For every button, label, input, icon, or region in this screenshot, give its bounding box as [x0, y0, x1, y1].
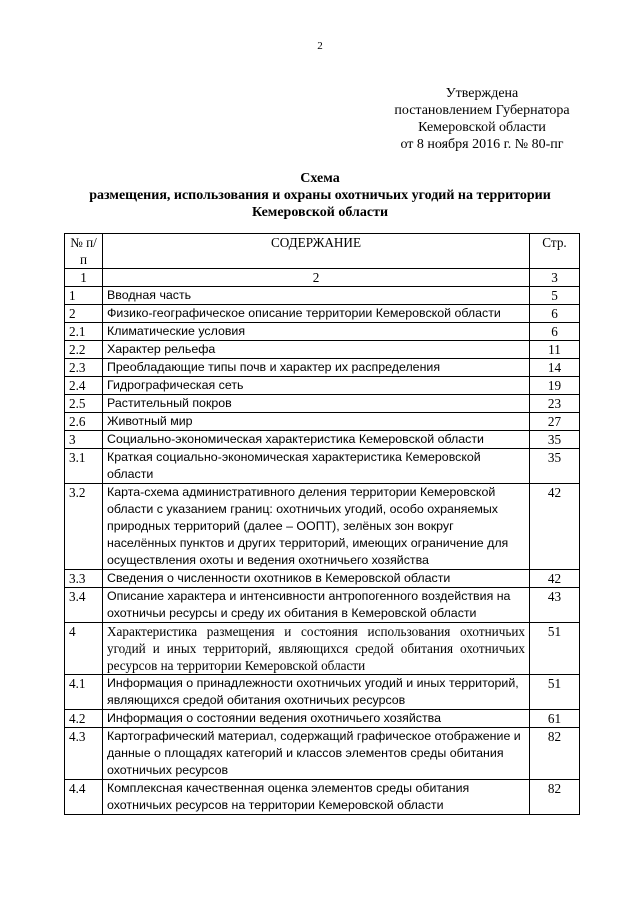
table-row	[65, 728, 580, 780]
page-number: 2	[317, 40, 323, 52]
row-title: Растительный покров	[103, 395, 530, 413]
row-title: Карта-схема административного деления территории Кемеровской области с указанием границ: охотничьих угодий, особо охраняемых природных территорий (далее – ООПТ), зелёных зон вокруг населённых пунктов и других территорий, имеющих ограничение для осуществления охоты и ведения охотничьего хозяйства	[103, 484, 530, 570]
title-line: Схема	[300, 171, 340, 186]
table-row	[65, 484, 580, 570]
row-page: 19	[530, 377, 580, 395]
row-page: 6	[530, 323, 580, 341]
row-title: Описание характера и интенсивности антропогенного воздействия на охотничьи ресурсы и среду их обитания в Кемеровской области	[103, 588, 530, 623]
table-row	[65, 449, 580, 484]
row-number: 2.5	[65, 395, 103, 413]
row-number: 4.2	[65, 710, 103, 728]
row-title: Сведения о численности охотников в Кемеровской области	[103, 570, 530, 588]
row-page: 23	[530, 395, 580, 413]
table-row	[65, 780, 580, 815]
table-row	[65, 413, 580, 431]
row-page: 43	[530, 588, 580, 623]
row-number: 1	[65, 287, 103, 305]
table-row	[65, 675, 580, 710]
table-row	[65, 623, 580, 675]
header-content: СОДЕРЖАНИЕ	[103, 234, 530, 269]
table-row	[65, 305, 580, 323]
column-number: 3	[530, 269, 580, 287]
row-number: 3.2	[65, 484, 103, 570]
row-title: Краткая социально-экономическая характеристика Кемеровской области	[103, 449, 530, 484]
title-line: Кемеровской области	[251, 205, 389, 220]
row-number: 4.3	[65, 728, 103, 780]
table-row	[65, 588, 580, 623]
table-row	[65, 570, 580, 588]
row-page: 5	[530, 287, 580, 305]
row-title: Физико-географическое описание территории Кемеровской области	[103, 305, 530, 323]
row-number: 3.4	[65, 588, 103, 623]
row-title: Картографический материал, содержащий графическое отображение и данные о площадях категорий и классов элементов среды обитания охотничьих ресурсов	[103, 728, 530, 780]
approval-line: постановлением Губернатора	[394, 103, 570, 118]
table-row	[65, 323, 580, 341]
row-number: 4.1	[65, 675, 103, 710]
approval-line: Кемеровской области	[418, 120, 546, 135]
column-number: 2	[103, 269, 530, 287]
row-title: Информация о состоянии ведения охотничьего хозяйства	[103, 710, 530, 728]
row-number: 3.1	[65, 449, 103, 484]
row-page: 35	[530, 431, 580, 449]
table-row	[65, 395, 580, 413]
row-number: 4.4	[65, 780, 103, 815]
row-title: Комплексная качественная оценка элементов среды обитания охотничьих ресурсов на территории Кемеровской области	[103, 780, 530, 815]
row-page: 35	[530, 449, 580, 484]
row-title: Преобладающие типы почв и характер их распределения	[103, 359, 530, 377]
row-number: 2.1	[65, 323, 103, 341]
row-number: 2.6	[65, 413, 103, 431]
row-number: 2.2	[65, 341, 103, 359]
row-page: 51	[530, 623, 580, 675]
row-page: 42	[530, 484, 580, 570]
row-page: 51	[530, 675, 580, 710]
row-page: 82	[530, 780, 580, 815]
title-line: размещения, использования и охраны охотничьих угодий на территории	[89, 188, 551, 203]
table-row	[65, 341, 580, 359]
row-page: 42	[530, 570, 580, 588]
column-number: 1	[65, 269, 103, 287]
contents-body	[65, 287, 580, 815]
row-title: Характер рельефа	[103, 341, 530, 359]
row-number: 2	[65, 305, 103, 323]
row-page: 11	[530, 341, 580, 359]
document-title	[40, 170, 600, 221]
row-title: Климатические условия	[103, 323, 530, 341]
column-number-row	[65, 269, 580, 287]
row-page: 6	[530, 305, 580, 323]
approval-block	[372, 85, 592, 153]
approval-line: от 8 ноября 2016 г. № 80-пг	[400, 137, 564, 152]
row-page: 61	[530, 710, 580, 728]
row-page: 82	[530, 728, 580, 780]
row-title: Информация о принадлежности охотничьих угодий и иных территорий, являющихся средой обитания охотничьих ресурсов	[103, 675, 530, 710]
header-num: № п/п	[65, 234, 103, 269]
row-title: Социально-экономическая характеристика Кемеровской области	[103, 431, 530, 449]
approval-line: Утверждена	[445, 86, 519, 101]
row-number: 3.3	[65, 570, 103, 588]
row-page: 27	[530, 413, 580, 431]
table-row	[65, 359, 580, 377]
header-page: Стр.	[530, 234, 580, 269]
row-page: 14	[530, 359, 580, 377]
table-row	[65, 710, 580, 728]
row-number: 4	[65, 623, 103, 675]
row-title: Характеристика размещения и состояния использования охотничьих угодий и иных территорий, являющихся средой обитания охотничьих ресурсов на территории Кемеровской области	[103, 623, 530, 675]
row-title: Животный мир	[103, 413, 530, 431]
row-title: Гидрографическая сеть	[103, 377, 530, 395]
table-row	[65, 431, 580, 449]
header-row	[65, 234, 580, 269]
row-number: 2.3	[65, 359, 103, 377]
row-number: 2.4	[65, 377, 103, 395]
table-row	[65, 287, 580, 305]
table-row	[65, 377, 580, 395]
row-title: Вводная часть	[103, 287, 530, 305]
row-number: 3	[65, 431, 103, 449]
contents-table	[64, 233, 580, 815]
